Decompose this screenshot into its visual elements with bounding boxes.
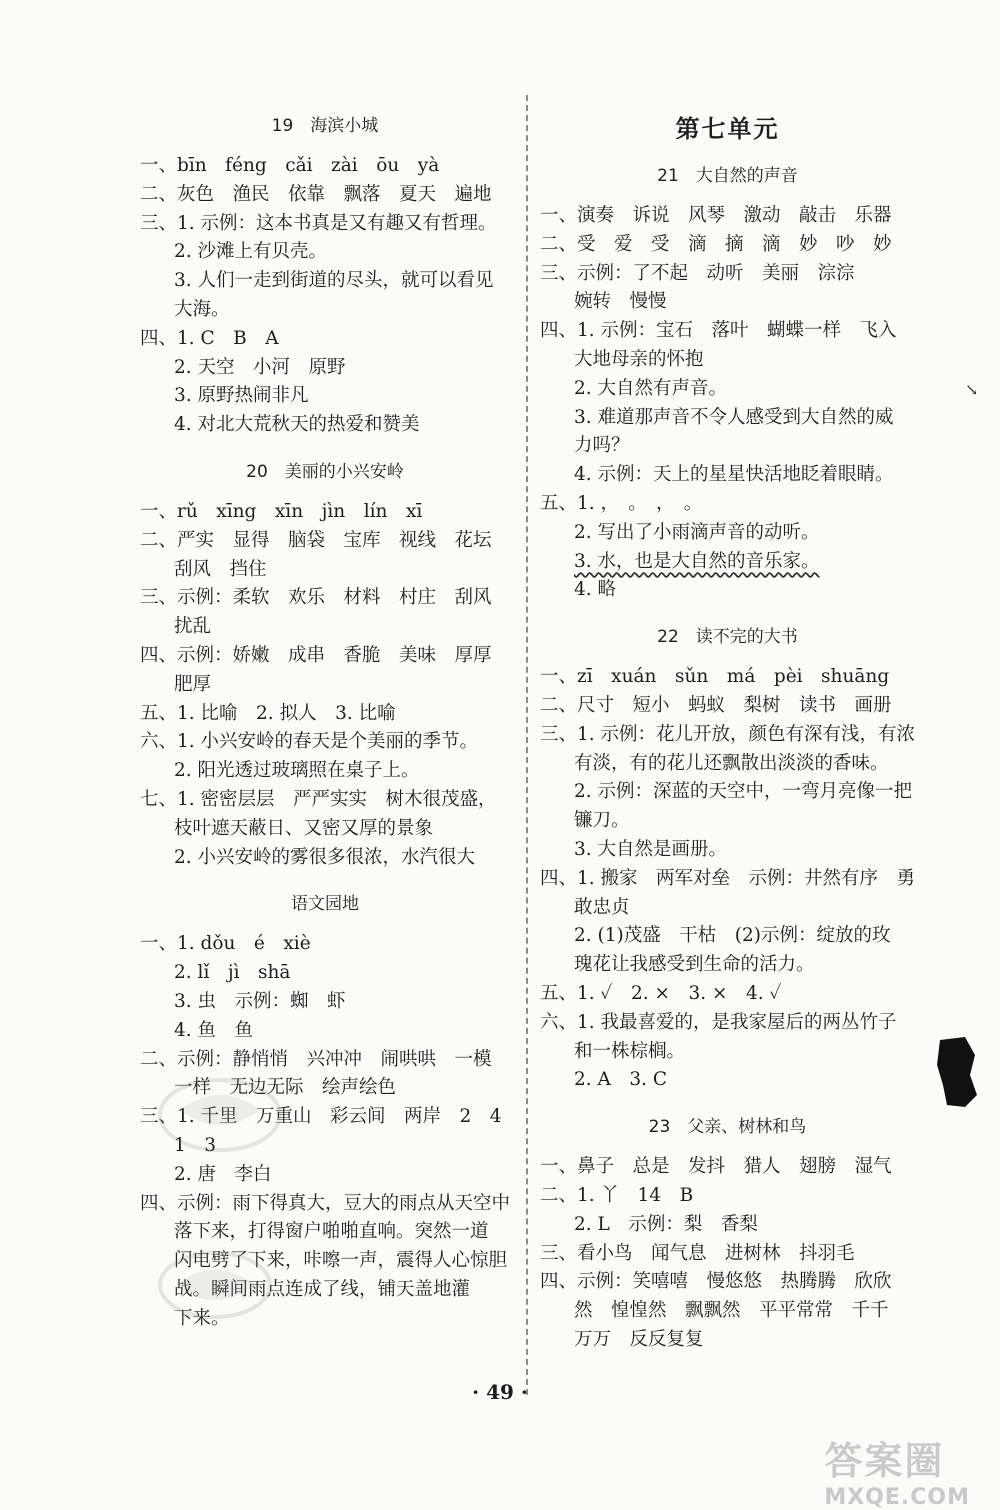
section-title-21: 21 大自然的声音	[657, 166, 798, 186]
answer-line: 五、1. ， 。 ， 。	[540, 492, 703, 514]
answer-line: 一、rǔ xīng xīn jìn lín xī	[140, 500, 423, 522]
answer-line: 敢忠贞	[574, 896, 630, 918]
answer-line: 四、示例：娇嫩 成串 香脆 美味 厚厚	[140, 644, 492, 666]
answer-line: 万万 反反复复	[574, 1328, 704, 1350]
answer-line: 一、zī xuán sǔn má pèi shuāng	[540, 666, 890, 688]
answer-line: 4. 示例：天上的星星快活地眨着眼睛。	[574, 464, 894, 486]
answer-line: 一、鼻子 总是 发抖 猎人 翅膀 湿气	[540, 1156, 892, 1178]
answer-line: 五、1. 比喻 2. 拟人 3. 比喻	[140, 702, 396, 724]
answer-line: 刮风 挡住	[174, 558, 267, 580]
answer-line: 下来。	[174, 1307, 230, 1329]
ink-blot-graphic	[935, 1035, 980, 1110]
answer-line: 镰刀。	[574, 810, 630, 832]
answer-line: 2. 小兴安岭的雾很多很浓，水汽很大	[174, 846, 476, 868]
answer-line: 五、1. ✓ 2. × 3. × 4. ✓	[540, 982, 782, 1004]
answer-line: 一、1. dǒu é xiè	[140, 933, 311, 955]
answer-line: 3. 原野热闹非凡	[174, 385, 309, 407]
answer-line: 七、1. 密密层层 严严实实 树木很茂盛，	[140, 788, 497, 810]
answer-line: 2. lǐ jì shā	[174, 962, 291, 984]
answer-line: 二、1. 丫 14 B	[540, 1184, 694, 1206]
right-column	[540, 108, 915, 1355]
answer-line: 三、1. 示例：这本书真是又有趣又有哲理。	[140, 212, 497, 234]
section-title-garden: 语文园地	[291, 894, 359, 915]
faint-stamp-graphic	[150, 1240, 280, 1330]
answer-line: 四、示例：雨下得真大，豆大的雨点从天空中	[140, 1192, 511, 1214]
answer-line: 4. 略	[574, 579, 617, 601]
section-title-23: 23 父亲、树林和鸟	[648, 1117, 807, 1138]
answer-line: 4. 鱼 鱼	[174, 1019, 254, 1041]
watermark-logo-text: 答案圈	[824, 1439, 945, 1483]
answer-line: 2. L 示例：梨 香梨	[574, 1213, 758, 1235]
answer-line: 三、1. 示例：花儿开放，颜色有深有浅，有浓	[540, 723, 916, 745]
answer-line: 然 惶惶然 飘飘然 平平常常 千千	[574, 1300, 889, 1322]
answer-line: 2. 写出了小雨滴声音的动听。	[574, 521, 820, 543]
answer-line: 二、严实 显得 脑袋 宝库 视线 花坛	[140, 529, 492, 551]
answer-line: 2. 天空 小河 原野	[174, 356, 346, 378]
answer-line: 4. 对北大荒秋天的热爱和赞美	[174, 414, 420, 436]
answer-line: 四、1. 示例：宝石 落叶 蝴蝶一样 飞入	[540, 320, 897, 342]
answer-line: 大地母亲的怀抱	[574, 348, 704, 370]
faint-stamp-graphic	[150, 1070, 290, 1160]
answer-line: 三、看小鸟 闻气息 进树林 抖羽毛	[540, 1242, 855, 1264]
answer-line: 肥厚	[174, 673, 212, 695]
answer-line: 1 3	[174, 1134, 217, 1156]
answer-line: 四、示例：笑嘻嘻 慢悠悠 热腾腾 欣欣	[540, 1271, 892, 1293]
answer-line: 2. 阳光透过玻璃照在桌子上。	[174, 760, 420, 782]
watermark	[824, 1430, 970, 1510]
answer-line: 二、灰色 渔民 依靠 飘落 夏天 遍地	[140, 183, 492, 205]
answer-line: 三、示例：了不起 动听 美丽 淙淙	[540, 262, 855, 284]
section-title-22: 22 读不完的大书	[657, 627, 798, 648]
answer-line: 三、1. 千里 万重山 彩云间 两岸 2 4	[140, 1106, 502, 1128]
answer-line: 3. 大自然是画册。	[574, 838, 728, 860]
answer-line: 二、示例：静悄悄 兴冲冲 闹哄哄 一模	[140, 1048, 492, 1070]
answer-line: 婉转 慢慢	[574, 291, 667, 313]
unit-title: 第七单元	[675, 114, 780, 143]
answer-line: 瑰花让我感受到生命的活力。	[574, 954, 815, 976]
answer-line: 闪电劈了下来，咔嚓一声，震得人心惊胆	[174, 1250, 508, 1272]
answer-line-wavy-underlined: 3. 水，也是大自然的音乐家。	[574, 550, 820, 572]
answer-line: 枝叶遮天蔽日、又密又厚的景象	[174, 817, 434, 839]
answer-line: 有淡，有的花儿还飘散出淡淡的香味。	[574, 752, 889, 774]
answer-line: 2. 大自然有声音。	[574, 377, 728, 399]
answer-line: 和一株棕榈。	[574, 1040, 686, 1062]
answer-line: 3. 难道那声音不令人感受到大自然的威	[574, 406, 894, 428]
answer-line: 2. 沙滩上有贝壳。	[174, 241, 328, 263]
answer-line: 六、1. 我最喜爱的，是我家屋后的两丛竹子	[540, 1011, 897, 1033]
answer-line: 二、受 爱 受 滴 摘 滴 妙 吵 妙	[540, 233, 892, 255]
answer-line: 一样 无边无际 绘声绘色	[174, 1077, 397, 1099]
answer-line: 3. 虫 示例：蜘 虾	[174, 990, 346, 1012]
answer-line: 一、bīn féng cǎi zài ōu yà	[140, 155, 440, 176]
answer-line: 2. (1)茂盛 干枯 (2)示例：绽放的玫	[574, 925, 891, 947]
answer-line: 三、示例：柔软 欢乐 材料 村庄 刮风	[140, 587, 492, 609]
answer-line: 一、演奏 诉说 风琴 激动 敲击 乐器	[540, 205, 892, 226]
answer-line: 六、1. 小兴安岭的春天是个美丽的季节。	[140, 731, 479, 753]
answer-line: 2. 唐 李白	[174, 1163, 272, 1185]
page-number: · 49 ·	[472, 1380, 528, 1404]
answer-line: 扰乱	[174, 616, 212, 638]
answer-line: 四、1. 搬家 两军对垒 示例：井然有序 勇	[540, 867, 916, 889]
answer-line: 二、尺寸 短小 蚂蚁 梨树 读书 画册	[540, 694, 892, 716]
answer-line: 力吗？	[574, 435, 630, 457]
answer-line: 战。瞬间雨点连成了线，铺天盖地灌	[174, 1278, 471, 1300]
column-divider	[526, 95, 528, 1395]
watermark-url: MXQE.COM	[824, 1485, 970, 1510]
answer-line: 3. 人们一走到街道的尽头，就可以看见	[174, 270, 494, 292]
section-title-19: 19 海滨小城	[271, 116, 379, 136]
tick-mark-icon: ↘	[965, 380, 979, 399]
answer-line: 四、1. C B A	[140, 327, 279, 349]
answer-line: 2. 示例：深蓝的天空中，一弯月亮像一把	[574, 781, 913, 803]
answer-line: 大海。	[174, 298, 230, 320]
section-title-20: 20 美丽的小兴安岭	[246, 461, 404, 482]
answer-line: 2. A 3. C	[574, 1069, 668, 1091]
answer-line: 落下来，打得窗户啪啪直响。突然一道	[174, 1221, 489, 1243]
